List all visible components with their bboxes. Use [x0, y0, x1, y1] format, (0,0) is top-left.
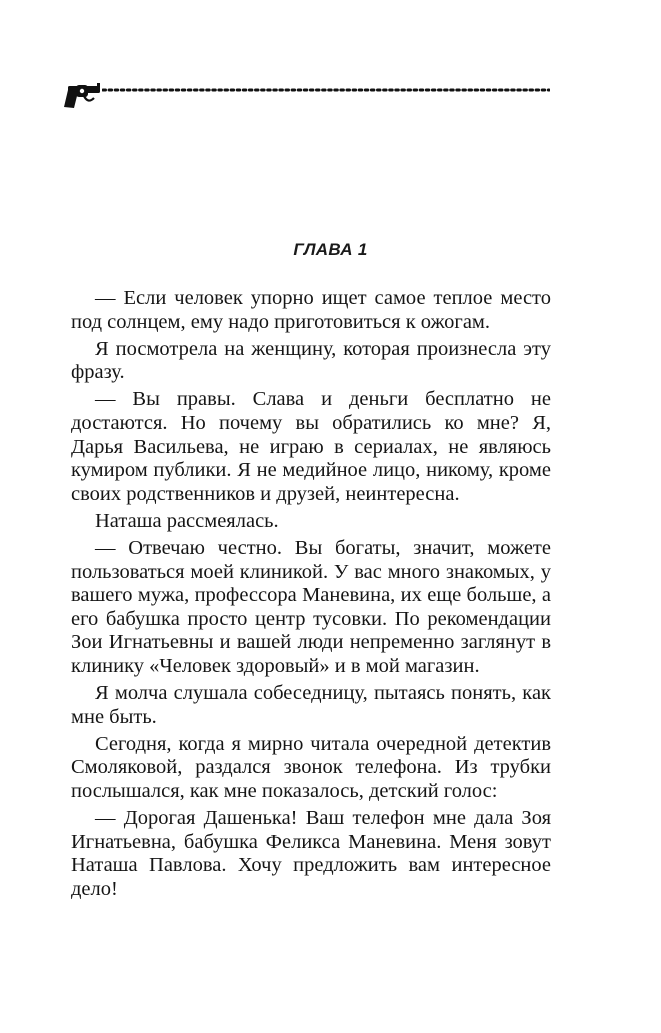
paragraph: Я молча слушала собеседницу, пытаясь понять, как мне быть. [71, 682, 551, 728]
paragraph: — Отвечаю честно. Вы богаты, значит, можете пользоваться моей клиникой. У вас много знакомых, у вашего мужа, профессора Маневина, их еще больше, а его бабушка просто центр тусовки. По рекомендации Зои Игнатьевны и вашей люди непременно заглянут в клинику «Человек здоровый» и в мой магазин. [71, 536, 551, 677]
paragraph: Сегодня, когда я мирно читала очередной детектив Смоляковой, раздался звонок телефона. Из трубки послышался, как мне показалось, детский голос: [71, 732, 551, 802]
paragraph: — Вы правы. Слава и деньги бесплатно не достаются. Но почему вы обратились ко мне? Я, Дарья Васильева, не играю в сериалах, не являюсь кумиром публики. Я не медийное лицо, никому, кроме своих родственников и друзей, неинтересна. [71, 388, 551, 505]
paragraph: — Дорогая Дашенька! Ваш телефон мне дала Зоя Игнатьевна, бабушка Феликса Маневина. Меня зовут Наташа Павлова. Хочу предложить вам интересное дело! [71, 806, 551, 900]
page-header-ornament [62, 80, 552, 112]
revolver-icon [62, 80, 106, 110]
paragraph: — Если человек упорно ищет самое теплое место под солнцем, ему надо приготовиться к ожогам. [71, 287, 551, 333]
chapter-text [71, 287, 551, 905]
dotted-rule [102, 88, 550, 92]
paragraph: Я посмотрела на женщину, которая произнесла эту фразу. [71, 337, 551, 384]
paragraph: Наташа рассмеялась. [95, 509, 279, 532]
chapter-title: ГЛАВА 1 [293, 240, 368, 259]
